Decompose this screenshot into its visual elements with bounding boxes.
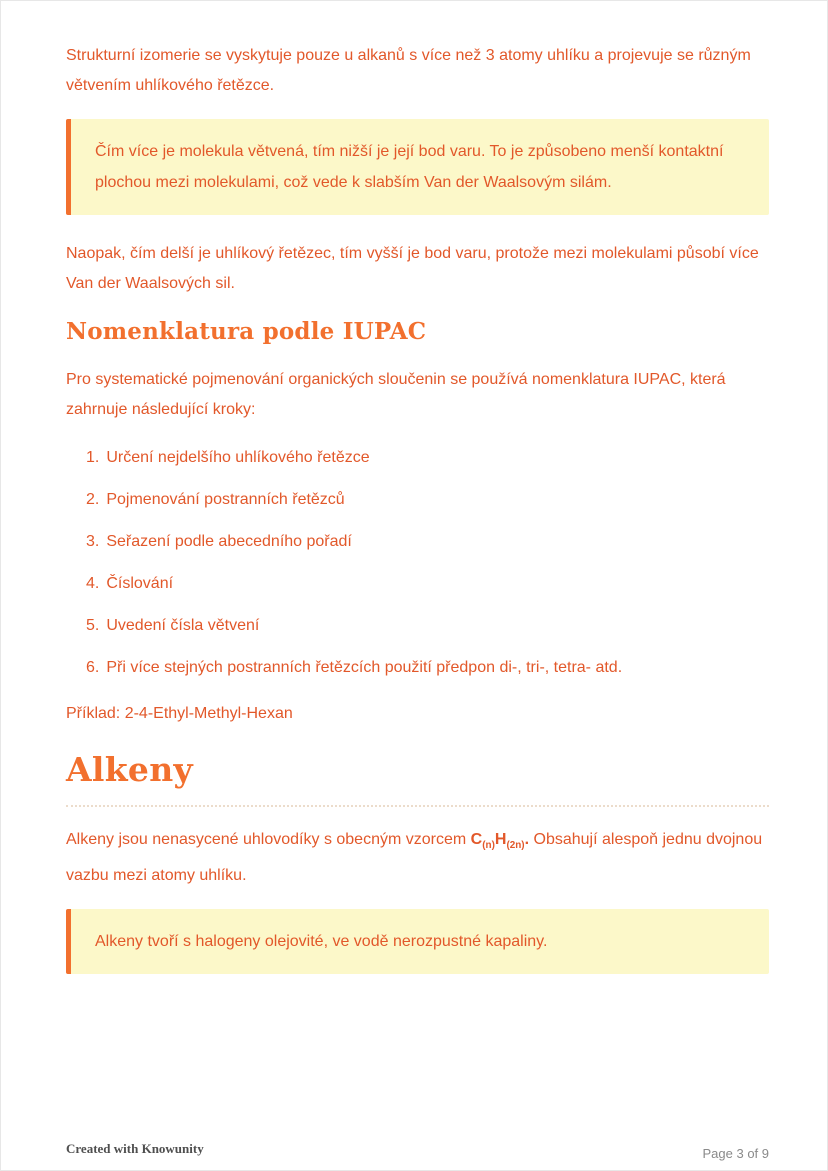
- list-item-text: Určení nejdelšího uhlíkového řetězce: [106, 449, 370, 466]
- list-item-text: Číslování: [106, 575, 174, 592]
- list-item-number: 2.: [86, 491, 100, 508]
- formula-h: H: [494, 831, 507, 848]
- list-item-text: Uvedení čísla větvení: [106, 617, 260, 634]
- chemical-formula-cnh2n: [470, 831, 530, 852]
- formula-period: .: [524, 831, 530, 848]
- paragraph-iupac-intro: Pro systematické pojmenování organických sloučenin se používá nomenklatura IUPAC, která zahrnuje následující kroky:: [66, 371, 726, 418]
- formula-c: C: [470, 831, 483, 848]
- iupac-steps-list: [66, 443, 769, 683]
- paragraph-alkeny-definition: [66, 825, 769, 891]
- list-item: [86, 485, 769, 515]
- formula-n-subscript: (n): [482, 840, 495, 852]
- list-item-text: Při více stejných postranních řetězcích použití předpon di-, tri-, tetra- atd.: [106, 659, 623, 676]
- document-content: [66, 41, 769, 998]
- list-item-text: Seřazení podle abecedního pořadí: [106, 533, 352, 550]
- list-item: [86, 611, 769, 641]
- list-item-number: 3.: [86, 533, 100, 550]
- list-item-number: 4.: [86, 575, 100, 592]
- list-item: [86, 569, 769, 599]
- list-item-number: 5.: [86, 617, 100, 634]
- list-item: [86, 653, 769, 683]
- formula-2n-subscript: (2n): [506, 840, 525, 852]
- alkeny-definition-pre: Alkeny jsou nenasycené uhlovodíky s obecným vzorcem: [66, 831, 471, 848]
- alkeny-definition-post: Obsahují alespoň jednu dvojnou vazbu mezi atomy uhlíku.: [66, 831, 763, 885]
- list-item: [86, 443, 769, 473]
- footer-branding: Created with Knowunity: [66, 1141, 204, 1156]
- callout-box-bod-varu: [66, 119, 769, 215]
- paragraph-naopak: Naopak, čím delší je uhlíkový řetězec, tím vyšší je bod varu, protože mezi molekulami působí více Van der Waalsových sil.: [66, 245, 759, 292]
- footer-page-number: Page 3 of 9: [702, 1146, 769, 1161]
- heading-nomenklatura-iupac: Nomenklatura podle IUPAC: [66, 318, 427, 345]
- paragraph-strukturni-izomerie: Strukturní izomerie se vyskytuje pouze u alkanů s více než 3 atomy uhlíku a projevuje se různým větvením uhlíkového řetězce.: [66, 47, 751, 94]
- callout-box-alkeny: [66, 909, 769, 974]
- heading-alkeny: Alkeny: [66, 749, 769, 807]
- list-item-number: 1.: [86, 449, 100, 466]
- callout-text: Alkeny tvoří s halogeny olejovité, ve vodě nerozpustné kapaliny.: [95, 933, 548, 951]
- list-item: [86, 527, 769, 557]
- list-item-text: Pojmenování postranních řetězců: [106, 491, 345, 508]
- list-item-number: 6.: [86, 659, 100, 676]
- callout-text: Čím více je molekula větvená, tím nižší je její bod varu. To je způsobeno menší kontaktní plochou mezi molekulami, což vede k slabším Van der Waalsovým silám.: [95, 143, 724, 191]
- paragraph-priklad: Příklad: 2-4-Ethyl-Methyl-Hexan: [66, 705, 293, 722]
